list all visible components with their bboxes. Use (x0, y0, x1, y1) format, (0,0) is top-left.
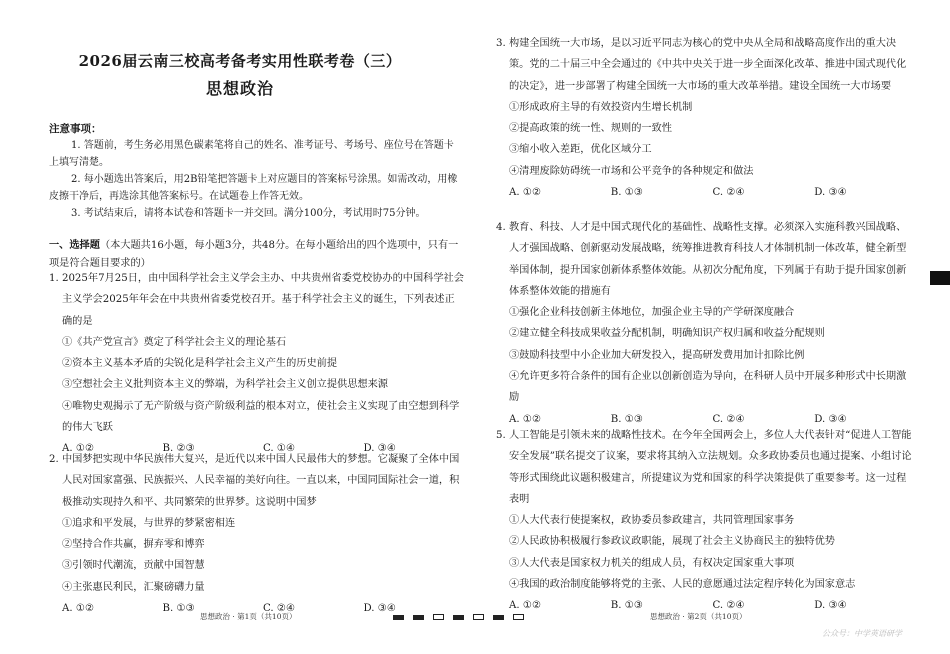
right-page (480, 0, 950, 654)
option: ①强化企业科技创新主体地位，加强企业主导的产学研深度融合 (509, 307, 795, 319)
question-stem: 3. 构建全国统一大市场，是以习近平同志为核心的党中央从全局和战略高度作出的重大决策。党的二十届三中全会通过的《中共中央关于进一步全面深化改革、推进中国式现代化的决定》，进一步部署了构建全国统一大市场的重大改革举措。建设全国统一大市场要 (496, 38, 907, 92)
page-footer-right: 思想政治 · 第2页（共10页） (650, 612, 747, 621)
choice-d: D. ③④ (363, 443, 397, 455)
exam-title: 2026届云南三校高考备考实用性联考卷（三） (78, 52, 402, 70)
choice-c: C. ②④ (712, 187, 745, 199)
option: ②坚持合作共赢，摒弃零和博弈 (62, 539, 205, 551)
choice-b: B. ②③ (162, 443, 195, 455)
option: ④清理废除妨碍统一市场和公平竞争的各种规定和做法 (509, 165, 754, 177)
edge-tab-mark (930, 271, 950, 285)
question-stem: 5. 人工智能是引领未来的战略性技术。在今年全国两会上，多位人大代表针对“促进人工智能安全发展”联名提交了议案，要求将其纳入立法规划。众多政协委员也通过提案、小组讨论等形式围绕此议题积极建言，所提建议为党和国家的科学决策提供了重要参考。这一过程表明 (496, 430, 912, 505)
page-footer-left: 思想政治 · 第1页（共10页） (200, 612, 297, 621)
option: ③鼓励科技型中小企业加大研发投入，提高研发费用加计扣除比例 (509, 349, 805, 361)
option: ③空想社会主义批判资本主义的弊端，为科学社会主义创立提供思想来源 (62, 379, 388, 391)
option: ②提高政策的统一性、规则的一致性 (509, 123, 672, 135)
watermark: 公众号：中学英语研学 (822, 629, 902, 638)
option: ①《共产党宣言》奠定了科学社会主义的理论基石 (62, 336, 287, 348)
notice-item: 3. 考试结束后，请将本试卷和答题卡一并交回。满分100分，考试用时75分钟。 (71, 208, 426, 219)
choice-a: A. ①② (509, 187, 542, 199)
question-5 (496, 425, 916, 617)
option: ④我国的政治制度能够将党的主张、人民的意愿通过法定程序转化为国家意志 (509, 579, 856, 591)
option: ④唯物史观揭示了无产阶级与资产阶级利益的根本对立，使社会主义实现了由空想到科学的伟大飞跃 (62, 400, 460, 434)
option: ④主张惠民利民，汇聚磅礴力量 (62, 581, 205, 593)
option: ①形成政府主导的有效投资内生增长机制 (509, 101, 693, 113)
choice-c: C. ②④ (263, 603, 296, 615)
notice-heading: 注意事项： (49, 123, 102, 135)
option: ①追求和平发展，与世界的梦紧密相连 (62, 517, 236, 529)
mark-filled (453, 615, 464, 620)
choice-d: D. ③④ (814, 413, 847, 425)
choice-d: D. ③④ (363, 603, 397, 615)
choice-d: D. ③④ (814, 187, 847, 199)
choice-b: B. ①③ (162, 603, 195, 615)
option: ③引领时代潮流，贡献中国智慧 (62, 560, 205, 572)
choice-b: B. ①③ (610, 600, 643, 612)
section-title: 一、选择题 (49, 239, 100, 251)
mark-filled (393, 615, 404, 620)
option: ②人民政协积极履行参政议政职能，展现了社会主义协商民主的独特优势 (509, 536, 835, 548)
choice-d: D. ③④ (814, 600, 847, 612)
option: ②资本主义基本矛盾的尖锐化是科学社会主义产生的历史前提 (62, 358, 338, 370)
question-stem: 4. 教育、科技、人才是中国式现代化的基础性、战略性支撑。必须深入实施科教兴国战略、人才强国战略、创新驱动发展战略，统筹推进教育科技人才体制机制一体改革，健全新型举国体制，提升国家创新体系整体效能。从初次分配角度，下列属于有助于提升国家创新体系整体效能的措施有 (496, 222, 907, 297)
question-4 (496, 217, 916, 430)
choice-b: B. ①③ (610, 187, 643, 199)
answer-choices (496, 182, 916, 203)
option: ①人大代表行使提案权，政协委员参政建言，共同管理国家事务 (509, 515, 795, 527)
registration-marks (393, 614, 524, 620)
choice-a: A. ①② (62, 443, 95, 455)
option: ③缩小收入差距，优化区域分工 (509, 144, 652, 156)
choice-c: C. ①④ (263, 443, 296, 455)
choice-a: A. ①② (509, 600, 542, 612)
mark-filled (413, 615, 424, 620)
option: ③人大代表是国家权力机关的组成人员，有权决定国家重大事项 (509, 557, 795, 569)
mark-outline (513, 614, 524, 620)
option: ④允许更多符合条件的国有企业以创新创造为导向，在科研人员中开展多种形式中长期激励 (509, 371, 907, 404)
exam-subject: 思想政治 (205, 79, 274, 98)
choice-c: C. ②④ (712, 600, 745, 612)
choice-a: A. ①② (62, 603, 95, 615)
question-stem: 1. 2025年7月25日，由中国科学社会主义学会主办、中共贵州省委党校协办的中国科学社会主义学会2025年年会在中共贵州省委党校召开。基于科学社会主义的诞生，下列表述正确的是 (49, 273, 464, 327)
mark-outline (433, 614, 444, 620)
notice-list (49, 137, 459, 222)
section-desc: （本大题共16小题，每小题3分，共48分。在每小题给出的四个选项中，只有一项是符合题目要求的） (49, 240, 459, 269)
question-1 (49, 268, 464, 460)
question-2 (49, 449, 464, 619)
question-stem: 2. 中国梦把实现中华民族伟大复兴，是近代以来中国人民最伟大的梦想。它凝聚了全体中国人民对国家富强、民族振兴、人民幸福的美好向往。一直以来，中国同国际社会一道，积极推动实现持久和平、共同繁荣的世界梦。这说明中国梦 (49, 454, 460, 508)
choice-c: C. ②④ (712, 413, 745, 425)
mark-outline (473, 614, 484, 620)
notice-item: 1. 答题前，考生务必用黑色碳素笔将自己的姓名、准考证号、考场号、座位号在答题卡上填写清楚。 (49, 140, 454, 168)
choice-a: A. ①② (509, 413, 542, 425)
choice-b: B. ①③ (610, 413, 643, 425)
option: ②建立健全科技成果收益分配机制，明确知识产权归属和收益分配规则 (509, 328, 825, 340)
question-3 (496, 33, 916, 203)
section-header (49, 237, 467, 272)
mark-filled (493, 615, 504, 620)
notice-item: 2. 每小题选出答案后，用2B铅笔把答题卡上对应题目的答案标号涂黑。如需改动，用橡皮擦干净后，再选涂其他答案标号。在试题卷上作答无效。 (49, 174, 458, 202)
